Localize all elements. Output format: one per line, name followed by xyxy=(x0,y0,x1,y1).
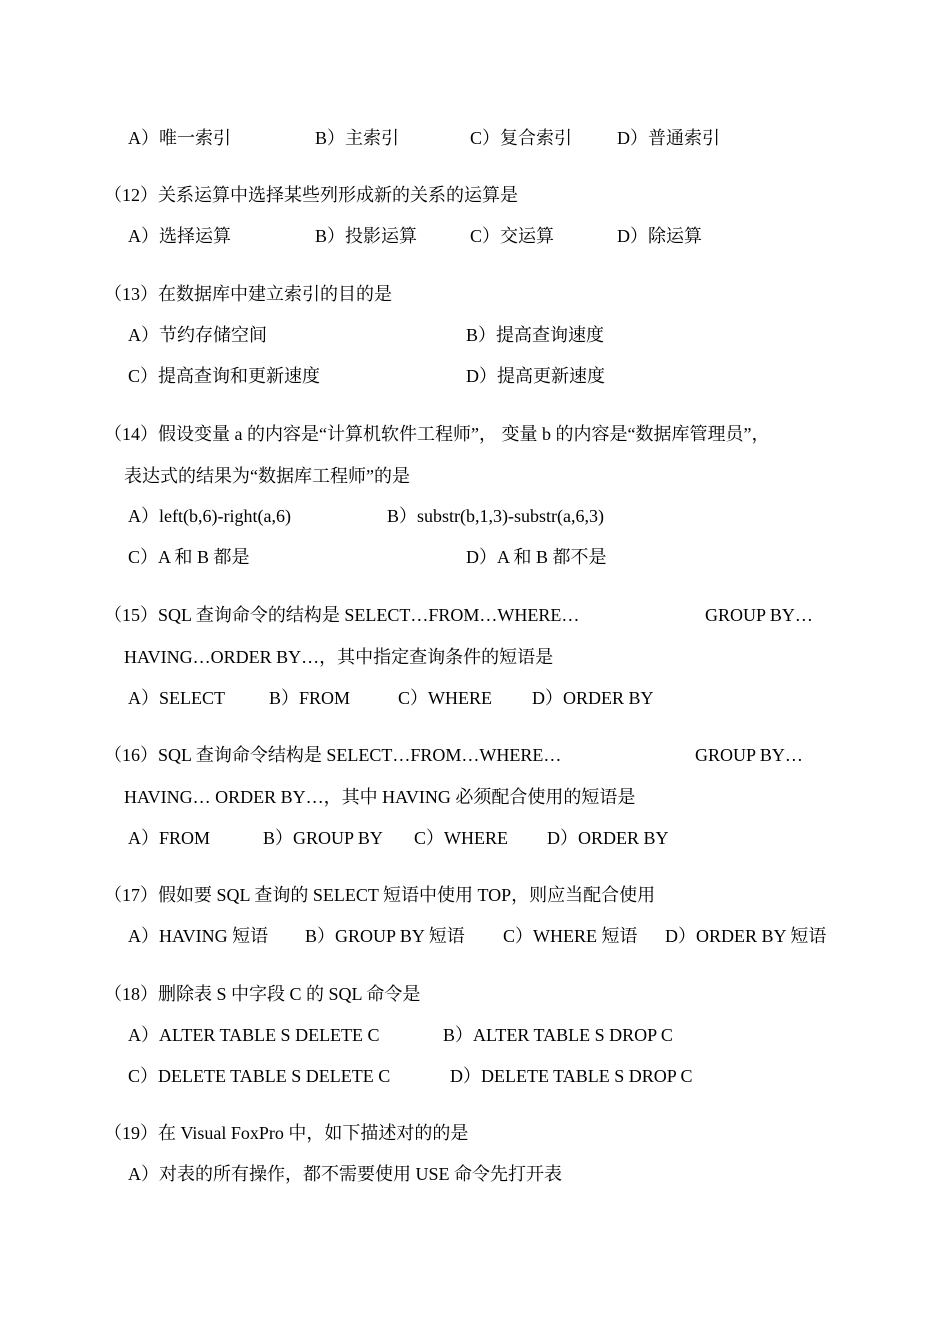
q13-option-a: A）节约存储空间 xyxy=(128,325,267,345)
q17-option-c: C）WHERE 短语 xyxy=(503,926,638,946)
q15-option-a: A）SELECT xyxy=(128,688,225,708)
q13-option-d: D）提高更新速度 xyxy=(466,366,605,386)
q12-option-a: A）选择运算 xyxy=(128,226,231,246)
q11-option-b: B）主索引 xyxy=(315,128,400,148)
q17-stem: （17）假如要 SQL 查询的 SELECT 短语中使用 TOP，则应当配合使用 xyxy=(104,885,656,905)
q14-stem-line2: 表达式的结果为“数据库工程师”的是 xyxy=(124,466,410,486)
q19-option-a: A）对表的所有操作，都不需要使用 USE 命令先打开表 xyxy=(128,1164,563,1184)
q14-option-a: A）left(b,6)-right(a,6) xyxy=(128,506,291,526)
q18-option-c: C）DELETE TABLE S DELETE C xyxy=(128,1066,391,1086)
q16-option-d: D）ORDER BY xyxy=(547,828,669,848)
q15-option-b: B）FROM xyxy=(269,688,351,708)
q15-stem-line2: HAVING…ORDER BY…，其中指定查询条件的短语是 xyxy=(124,647,554,667)
q15-stem-line1: （15）SQL 查询命令的结构是 SELECT…FROM…WHERE… xyxy=(104,605,580,625)
q19-stem: （19）在 Visual FoxPro 中，如下描述对的的是 xyxy=(104,1123,469,1143)
q13-option-b: B）提高查询速度 xyxy=(466,325,605,345)
q17-option-d: D）ORDER BY 短语 xyxy=(665,926,827,946)
q14-stem-line1: （14）假设变量 a 的内容是“计算机软件工程师”， 变量 b 的内容是“数据库管理员”， xyxy=(104,424,770,444)
q15-option-c: C）WHERE xyxy=(398,688,492,708)
q11-option-d: D）普通索引 xyxy=(617,128,720,148)
q16-stem-line2: HAVING… ORDER BY…，其中 HAVING 必须配合使用的短语是 xyxy=(124,787,636,807)
q18-option-d: D）DELETE TABLE S DROP C xyxy=(450,1066,693,1086)
q15-stem-line1-tail: GROUP BY… xyxy=(705,605,813,625)
q12-stem: （12）关系运算中选择某些列形成新的关系的运算是 xyxy=(104,185,518,205)
q18-stem: （18）删除表 S 中字段 C 的 SQL 命令是 xyxy=(104,984,421,1004)
q13-stem: （13）在数据库中建立索引的目的是 xyxy=(104,284,392,304)
q18-option-b: B）ALTER TABLE S DROP C xyxy=(443,1025,673,1045)
q17-option-a: A）HAVING 短语 xyxy=(128,926,269,946)
q16-stem-line1: （16）SQL 查询命令结构是 SELECT…FROM…WHERE… xyxy=(104,745,562,765)
q16-option-b: B）GROUP BY xyxy=(263,828,383,848)
q17-option-b: B）GROUP BY 短语 xyxy=(305,926,465,946)
q11-option-a: A）唯一索引 xyxy=(128,128,231,148)
q11-option-c: C）复合索引 xyxy=(470,128,573,148)
q14-option-d: D）A 和 B 都不是 xyxy=(466,547,607,567)
q16-option-c: C）WHERE xyxy=(414,828,508,848)
q12-option-b: B）投影运算 xyxy=(315,226,418,246)
q13-option-c: C）提高查询和更新速度 xyxy=(128,366,321,386)
q15-option-d: D）ORDER BY xyxy=(532,688,654,708)
q16-stem-line1-tail: GROUP BY… xyxy=(695,745,803,765)
q16-option-a: A）FROM xyxy=(128,828,211,848)
q12-option-c: C）交运算 xyxy=(470,226,555,246)
q14-option-b: B）substr(b,1,3)-substr(a,6,3) xyxy=(387,506,604,526)
q14-option-c: C）A 和 B 都是 xyxy=(128,547,250,567)
q18-option-a: A）ALTER TABLE S DELETE C xyxy=(128,1025,380,1045)
q12-option-d: D）除运算 xyxy=(617,226,702,246)
